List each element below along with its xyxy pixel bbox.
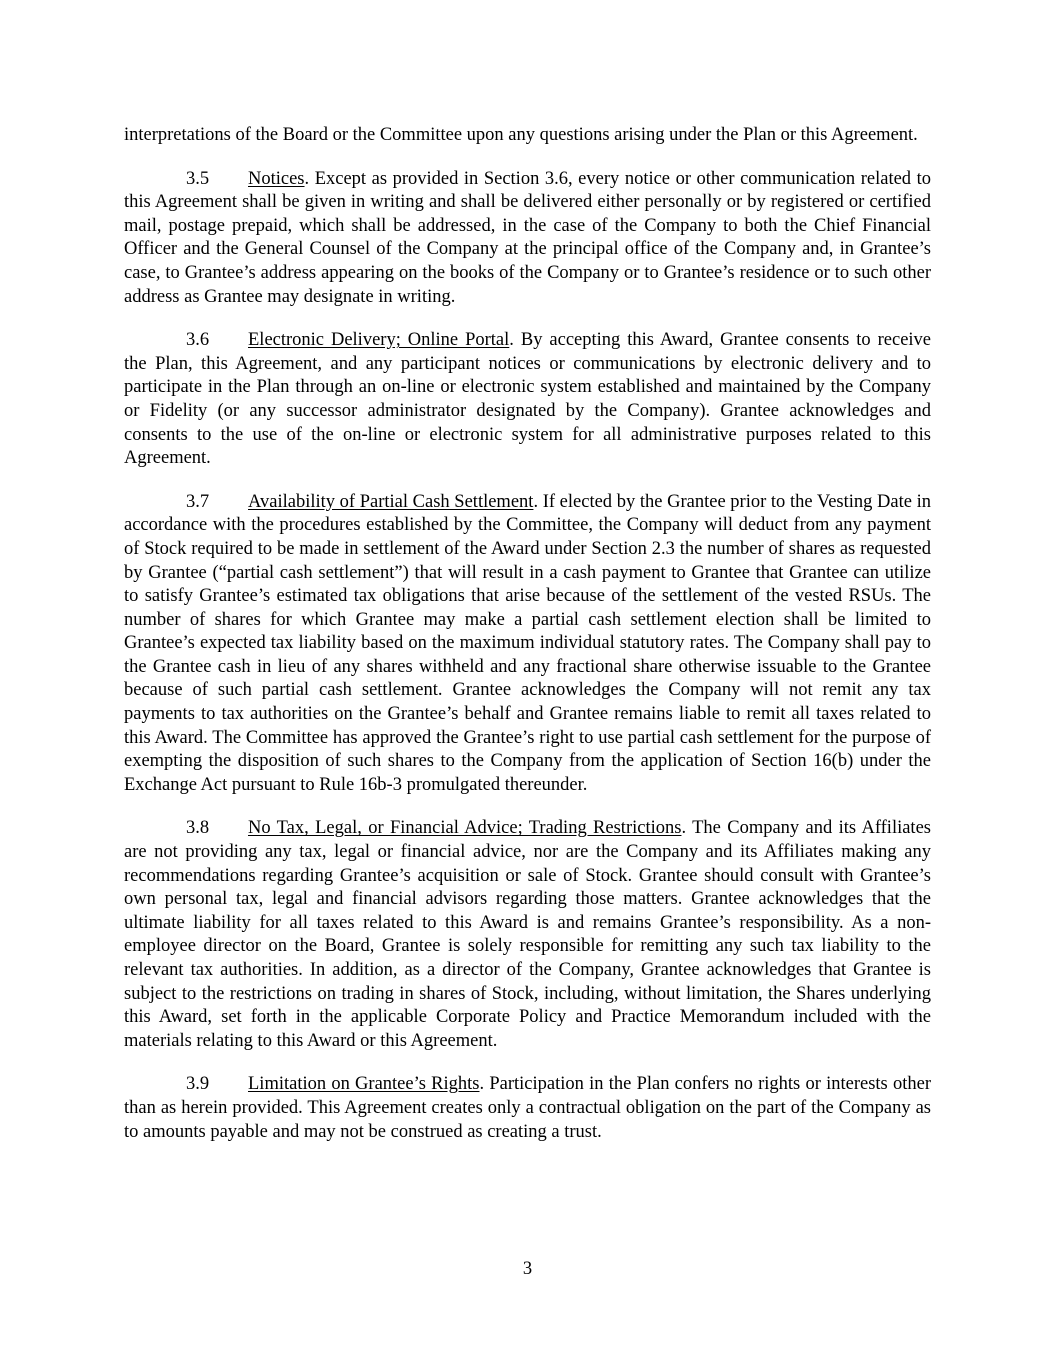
section-body: By accepting this Award, Grantee consents to receive the Plan, this Agreement, and any participant notices or communications by electronic delivery and to participate in the Plan through an on-line or electronic system established and maintained by the Company or Fidelity (or any successor administrator designated by the Company). Grantee acknowledges and consents to the use of the on-line or electronic system for all administrative purposes related to this Agreement.	[124, 330, 932, 469]
section-title: Availability of Partial Cash Settlement	[248, 491, 534, 512]
document-page	[124, 124, 931, 1164]
section-body: If elected by the Grantee prior to the Vesting Date in accordance with the procedures established by the Committee, the Company will deduct from any payment of Stock required to be made in settlement of the Award under Section 2.3 the number of shares as requested by Grantee (“partial cash settlement”) that will result in a cash payment to Grantee that Grantee can utilize to satisfy Grantee’s estimated tax obligations that arise because of the settlement of the vested RSUs. The number of shares for which Grantee may make a partial cash settlement election shall be limited to Grantee’s expected tax liability based on the maximum individual statutory rates. The Company shall pay to the Grantee cash in lieu of any shares withheld and any fractional share otherwise issuable to the Grantee because of such partial cash settlement. Grantee acknowledges the Company will not remit any tax payments to tax authorities on the Grantee’s behalf and Grantee remains liable to remit all taxes related to this Award. The Committee has approved the Grantee’s right to use partial cash settlement for the purpose of exempting the disposition of such shares to the Company from the application of Section 16(b) under the Exchange Act pursuant to Rule 16b-3 promulgated thereunder.	[124, 491, 931, 795]
section-number: 3.8	[186, 818, 210, 839]
section-title-punct: .	[681, 818, 687, 839]
section-title: Notices	[248, 168, 305, 189]
section-body: Except as provided in Section 3.6, every notice or other communication related to this Agreement shall be given in writing and shall be delivered either personally or by registered or certified mail, postage prepaid, which shall be addressed, in the case of the Company to both the Chief Financial Officer and the General Counsel of the Company at the principal office of the Company and, in Grantee’s case, to Grantee’s address appearing on the books of the Company or to Grantee’s residence or to such other address as Grantee may designate in writing.	[124, 168, 931, 307]
section-3-7	[124, 491, 931, 798]
section-3-6	[124, 329, 931, 471]
section-title: Limitation on Grantee’s Rights	[248, 1074, 480, 1095]
section-title-punct: .	[479, 1074, 485, 1095]
section-number: 3.6	[186, 330, 210, 351]
section-body: The Company and its Affiliates are not providing any tax, legal or financial advice, nor are the Company and its Affiliates making any recommendations regarding Grantee’s acquisition or sale of Stock. Grantee should consult with Grantee’s own personal tax, legal and financial advisors regarding those matters. Grantee acknowledges that the ultimate liability for all taxes related to this Award is and remains Grantee’s responsibility. As a non-employee director on the Board, Grantee is solely responsible for remitting any such tax liability to the relevant tax authorities. In addition, as a director of the Company, Grantee acknowledges that Grantee is subject to the restrictions on trading in shares of Stock, including, without limitation, the Shares underlying this Award, set forth in the applicable Corporate Policy and Practice Memorandum included with the materials relating to this Award or this Agreement.	[124, 818, 931, 1051]
section-number: 3.9	[186, 1074, 210, 1095]
section-number: 3.5	[186, 168, 210, 189]
section-title: No Tax, Legal, or Financial Advice; Trading Restrictions	[248, 818, 682, 839]
section-title-punct: .	[509, 330, 514, 351]
section-title-punct: .	[304, 168, 310, 189]
continuation-paragraph: interpretations of the Board or the Committee upon any questions arising under the Plan or this Agreement.	[124, 125, 918, 145]
section-3-8	[124, 817, 931, 1053]
page-number: 3	[522, 1259, 533, 1279]
section-body: Participation in the Plan confers no rights or interests other than as herein provided. This Agreement creates only a contractual obligation on the part of the Company as to amounts payable and may not be construed as creating a trust.	[124, 1074, 931, 1142]
section-title: Electronic Delivery; Online Portal	[248, 330, 510, 351]
section-number: 3.7	[186, 491, 210, 512]
section-3-5	[124, 168, 931, 310]
section-title-punct: .	[533, 491, 539, 512]
section-3-9	[124, 1073, 931, 1144]
